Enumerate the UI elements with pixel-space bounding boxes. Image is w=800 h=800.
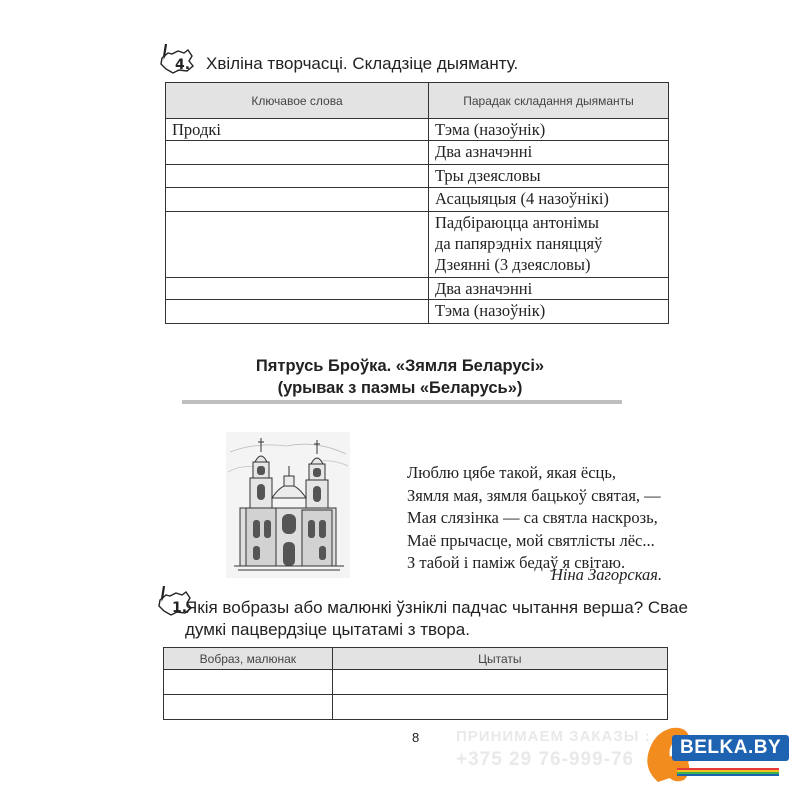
- poem-line: Мая слязінка — са святла наскрозь,: [407, 508, 658, 527]
- order-line: Дзеянні (3 дзеясловы): [434, 255, 591, 274]
- order-cell: Тэма (назоўнік): [428, 119, 668, 141]
- order-line: да папярэдніх паняццяў: [434, 234, 603, 253]
- task-4-title: Хвіліна творчасці. Складзіце дыяманту.: [206, 54, 519, 73]
- epigraph-author: Ніна Загорская.: [551, 565, 663, 584]
- quote-cell[interactable]: [332, 670, 667, 695]
- table-header-order: Парадак складання дыяманты: [428, 83, 668, 119]
- watermark-order-text: ПРИНИМАЕМ ЗАКАЗЫ :: [456, 728, 651, 745]
- diamante-table: [165, 82, 669, 324]
- quote-cell[interactable]: [332, 695, 667, 720]
- task-4-number: 4.: [175, 57, 191, 73]
- task-1-number: 1.: [172, 600, 188, 616]
- order-line: Падбіраюцца антонімы: [434, 213, 599, 232]
- order-cell: Два азначэнні: [428, 278, 668, 300]
- table-row: [166, 278, 669, 300]
- order-cell: [428, 212, 668, 278]
- watermark-phone: +375 29 76-999-76: [456, 749, 635, 770]
- image-cell[interactable]: [164, 695, 333, 720]
- table-header-quotes: Цытаты: [332, 648, 667, 670]
- table-row: [166, 119, 669, 141]
- logo-stripes: [677, 768, 779, 776]
- belka-logo-badge[interactable]: BELKA.BY: [672, 735, 789, 761]
- keyword-cell[interactable]: Продкі: [166, 119, 429, 141]
- table-row: [166, 300, 669, 324]
- poem-line: Люблю цябе такой, якая ёсць,: [407, 463, 616, 482]
- keyword-cell[interactable]: [166, 141, 429, 165]
- image-cell[interactable]: [164, 670, 333, 695]
- order-cell: Два азначэнні: [428, 141, 668, 165]
- poem-line: Зямля мая, зямля бацькоў святая, —: [407, 485, 661, 505]
- keyword-cell[interactable]: [166, 188, 429, 212]
- order-cell: Асацыяцыя (4 назоўнікі): [428, 188, 668, 212]
- table-row: [166, 141, 669, 165]
- keyword-cell[interactable]: [166, 300, 429, 324]
- epigraph: [407, 462, 661, 575]
- table-header-keyword: Ключавое слова: [166, 83, 429, 119]
- table-row: [166, 165, 669, 188]
- church-illustration: [226, 432, 350, 578]
- task-1-text-line1: Якія вобразы або малюнкі ўзніклі падчас чытання верша? Сваe: [185, 598, 688, 617]
- section-divider: [182, 400, 622, 404]
- order-cell: Тэма (назоўнік): [428, 300, 668, 324]
- table-row: [164, 670, 668, 695]
- poem-title: Пятрусь Броўка. «Зямля Беларусі»: [255, 357, 545, 375]
- poem-subtitle: (урывак з паэмы «Беларусь»): [277, 379, 523, 397]
- task-1-text-line2: думкі пацвердзіце цытатамі з твора.: [185, 620, 470, 639]
- keyword-cell[interactable]: [166, 278, 429, 300]
- images-quotes-table: [163, 647, 668, 720]
- poem-line: Маё прычасце, мой святлісты лёс...: [407, 530, 655, 550]
- table-row: [164, 695, 668, 720]
- table-header-image: Вобраз, малюнак: [164, 648, 333, 670]
- poem-line: З табой і паміж бедаў я світаю.: [407, 553, 626, 572]
- table-row: [166, 188, 669, 212]
- page-number: 8: [412, 730, 420, 745]
- keyword-cell[interactable]: [166, 212, 429, 278]
- keyword-cell[interactable]: [166, 165, 429, 188]
- table-row: [166, 212, 669, 278]
- order-cell: Тры дзеясловы: [428, 165, 668, 188]
